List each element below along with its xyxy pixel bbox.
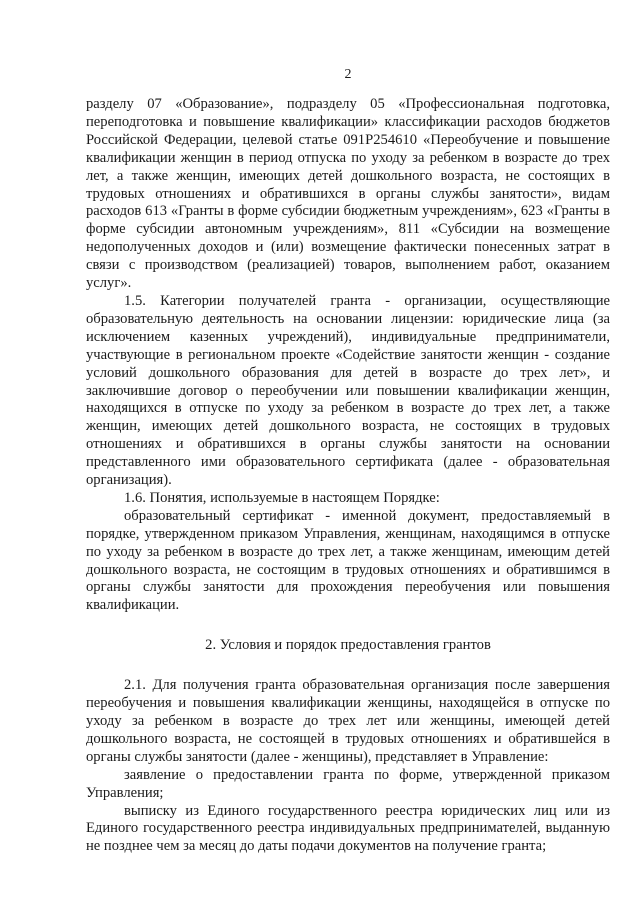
document-body <box>86 96 610 856</box>
paragraph-continuation: разделу 07 «Образование», подразделу 05 «Профессиональная подготовка, переподготовка и повышение квалификации» классификации расходов бюджетов Российской Федерации, целевой статье 091P254610 «Переобучение и повышение квалификации женщин в период отпуска по уходу за ребенком в возрасте до трех лет, а также женщин, имеющих детей дошкольного возраста, не состоящих в трудовых отношениях и обратившихся в органы службы занятости», видам расходов 613 «Гранты в форме субсидии бюджетным учреждениям», 623 «Гранты в форме субсидии автономным учреждениям», 811 «Субсидии на возмещение недополученных доходов и (или) возмещение фактически понесенных затрат в связи с производством (реализацией) товаров, выполнением работ, оказанием услуг». <box>86 96 610 292</box>
paragraph-1-6: 1.6. Понятия, используемые в настоящем Порядке: <box>124 489 440 506</box>
page-number: 2 <box>344 67 352 82</box>
paragraph-2-1-application: заявление о предоставлении гранта по форме, утвержденной приказом Управления; <box>86 766 610 801</box>
paragraph-1-6-definition: образовательный сертификат - именной документ, предоставляемый в порядке, утвержденном приказом Управления, женщинам, находящимся в отпуске по уходу за ребенком в возрасте до трех лет, а также женщинам, имеющим детей дошкольного возраста, не состоящим в трудовых отношениях и обратившимся в органы службы занятости для прохождения переобучения или повышения квалификации. <box>86 507 610 614</box>
paragraph-2-1: 2.1. Для получения гранта образовательная организация после завершения переобучения и повышения квалификации женщины, находящейся в отпуске по уходу за ребенком в возрасте до трех лет или женщины, имеющей детей дошкольного возраста, не состоящей в трудовых отношениях и обратившейся в органы службы занятости (далее - женщины), представляет в Управление: <box>86 677 610 765</box>
paragraph-1-5: 1.5. Категории получателей гранта - организации, осуществляющие образовательную деятельность на основании лицензии: юридические лица (за исключением казенных учреждений), индивидуальные предприниматели, участвующие в региональном проекте «Содействие занятости женщин - создание условий дошкольного образования для детей в возрасте до трех лет», и заключившие договор о переобучении или повышении квалификации женщин, находящихся в отпуске по уходу за ребенком в возрасте до трех лет, а также женщин, имеющих детей дошкольного возраста, не состоящих в трудовых отношениях и обратившихся в органы службы занятости на основании представленного ими образовательного сертификата (далее - образовательная организация). <box>86 292 610 489</box>
section-heading: 2. Условия и порядок предоставления грантов <box>205 637 491 654</box>
paragraph-2-1-registry-extract: выписку из Единого государственного реестра юридических лиц или из Единого государственного реестра индивидуальных предпринимателей, выданную не позднее чем за месяц до даты подачи документов на получение гранта; <box>86 802 610 855</box>
